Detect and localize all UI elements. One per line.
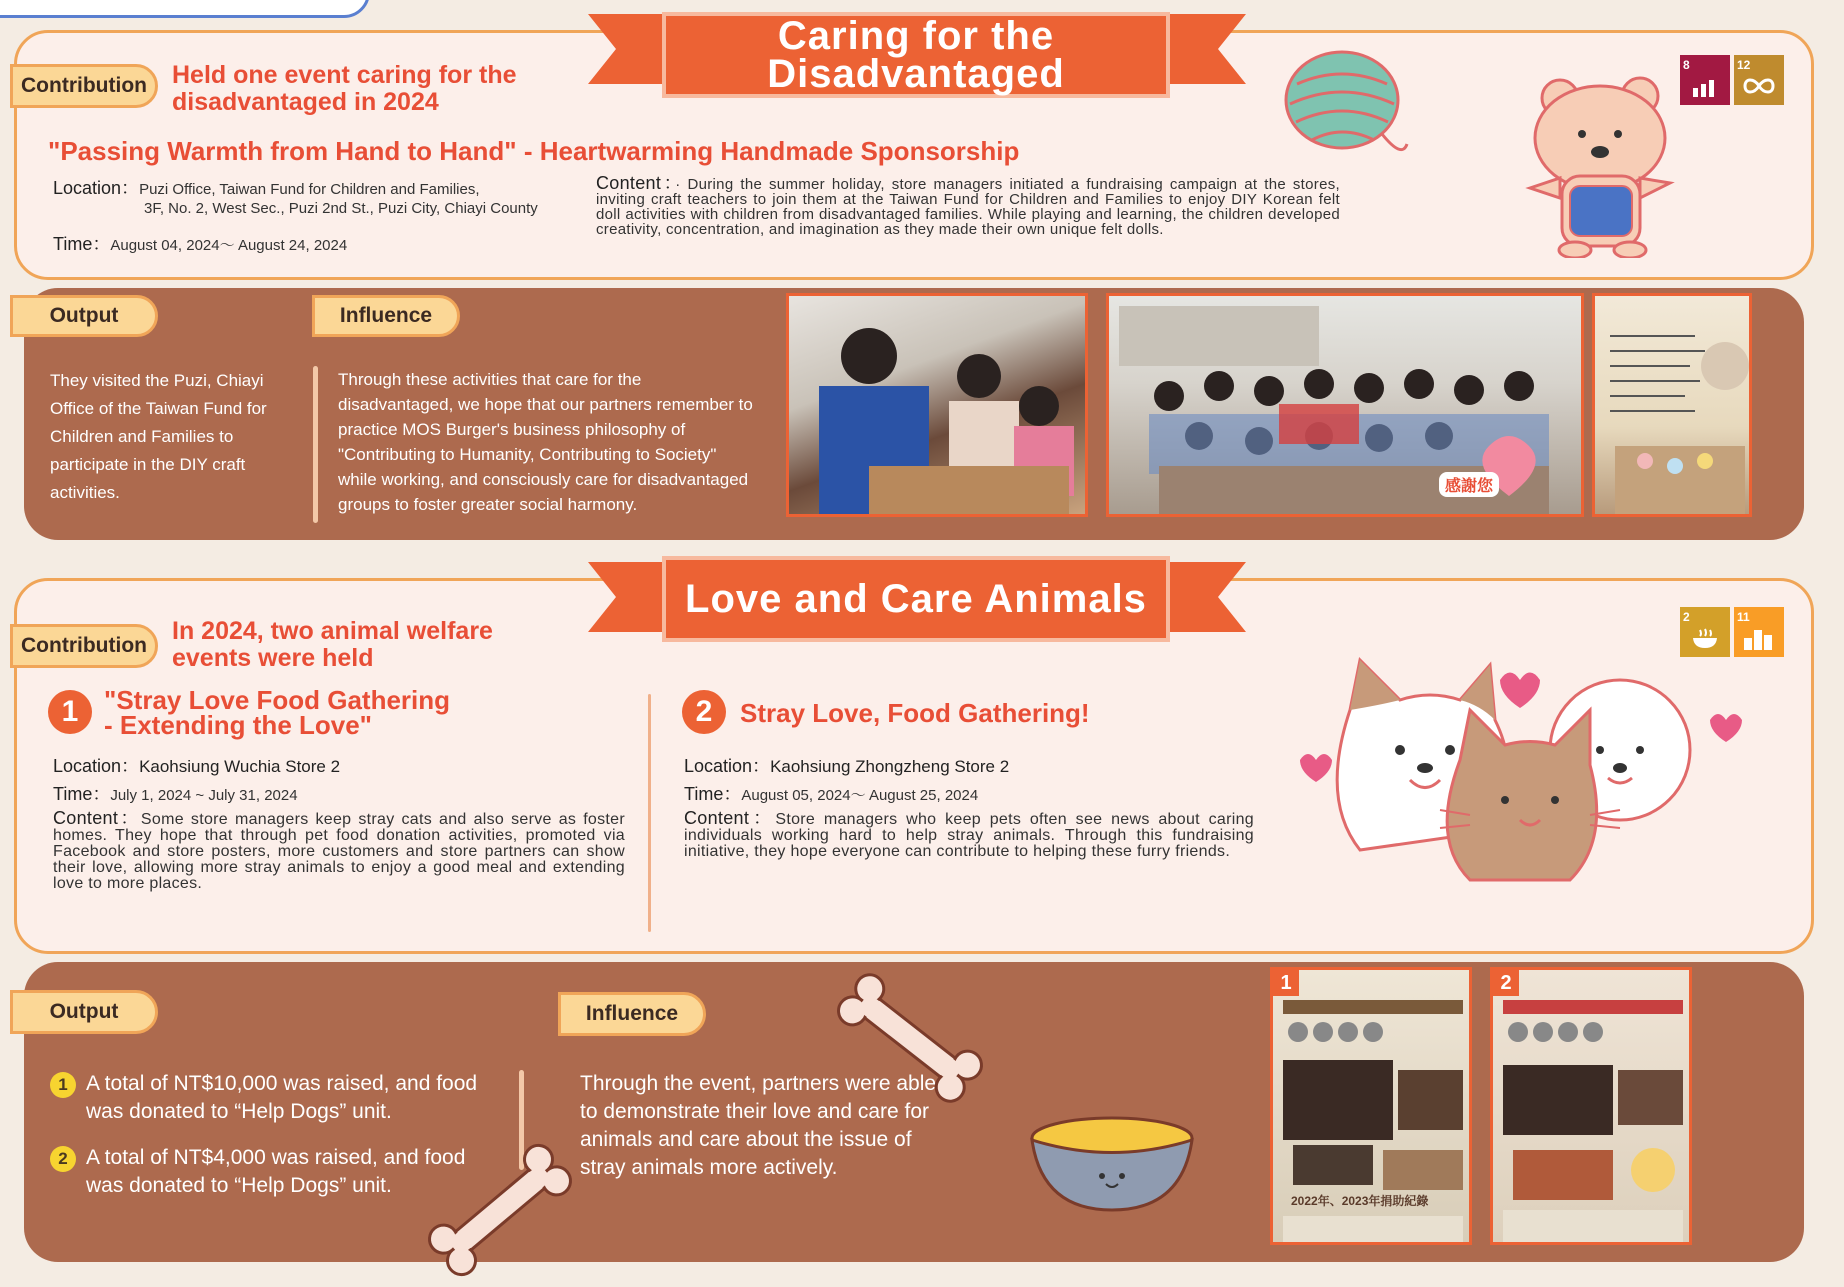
yarn-ball-icon <box>1282 44 1412 164</box>
event-title: "Passing Warmth from Hand to Hand" - Heartwarming Handmade Sponsorship <box>48 136 1020 166</box>
event-2-title: Stray Love, Food Gathering! <box>740 698 1090 728</box>
pet-bowl-icon <box>1022 1110 1202 1220</box>
event-1-title: "Stray Love Food Gathering - Extending the Love" <box>104 685 451 740</box>
event-1-content: Content：Some store managers keep stray cats and also serve as foster homes. They hope that through pet food donation activities, promoted via Facebook and store posters, more customers and store partners can show their love, allowing more stray animals to enjoy a good meal and extending love to more places. <box>53 808 626 892</box>
influence-text: Through the event, partners were able to demonstrate their love and care for animals and care about the issue of stray animals more actively. <box>580 1072 937 1179</box>
output-influence-divider <box>313 366 318 523</box>
event-1-location: Location：Kaohsiung Wuchia Store 2 <box>53 756 341 776</box>
event-1-time: Time：July 1, 2024 ~ July 31, 2024 <box>53 784 298 804</box>
photo-thank-you-sign: 感謝您 <box>1439 472 1499 497</box>
activity-photo-1 <box>786 293 1088 517</box>
influence-pill: Influence <box>312 295 460 337</box>
event-2-content: Content：Store managers who keep pets often see news about caring individuals working hard to help stray animals. Through this fundraising initiative, they hope everyone can contribute to helping these furry friends. <box>684 808 1254 860</box>
event-2-location: Location：Kaohsiung Zhongzheng Store 2 <box>684 756 1010 776</box>
contribution-headline: Held one event caring for the disadvantaged in 2024 <box>172 61 517 116</box>
output-item-2: 2 A total of NT$4,000 was raised, and food was donated to “Help Dogs” unit. <box>50 1144 510 1200</box>
event-2-number: 2 <box>682 690 726 734</box>
section-banner-animals: Love and Care Animals <box>662 556 1170 642</box>
previous-section-tab <box>0 0 370 18</box>
activity-photo-2 <box>1106 293 1584 517</box>
activity-photo-3 <box>1592 293 1752 517</box>
teddy-bear-illustration <box>1520 68 1690 258</box>
banner-line-2: Disadvantaged <box>767 52 1065 96</box>
output-pill: Output <box>10 295 158 337</box>
sdg-11-icon: 11 <box>1734 607 1784 657</box>
influence-pill: Influence <box>558 992 706 1036</box>
pets-illustration <box>1290 650 1760 900</box>
bone-icon <box>420 1140 580 1280</box>
contribution-pill: Contribution <box>10 64 158 108</box>
sdg-8-icon: 8 <box>1680 55 1730 105</box>
event-content: Content：· During the summer holiday, store managers initiated a fundraising campaign at the stores, inviting craft teachers to join them at the Taiwan Fund for Children and Families to enjoy DIY Korean felt doll activities with children from disadvantaged families. While playing and learning, the children developed creativity, concentration, and imagination as they made their own unique felt dolls. <box>596 173 1340 238</box>
influence-text: Through these activities that care for the disadvantaged, we hope that our partners remember to practice MOS Burger's business philosophy of "Contributing to Humanity, Contributing to Society" while working, and consciously care for disadvantaged groups to foster greater social harmony. <box>338 370 753 514</box>
output-text: They visited the Puzi, Chiayi Office of the Taiwan Fund for Children and Families to participate in the DIY craft activities. <box>50 371 267 502</box>
sdg-12-icon: 12 <box>1734 55 1784 105</box>
section-banner-disadvantaged <box>662 12 1170 98</box>
output-item-1: 1 A total of NT$10,000 was raised, and food was donated to “Help Dogs” unit. <box>50 1070 510 1126</box>
banner-line-1: Caring for the <box>777 14 1055 58</box>
poster-2-badge: 2 <box>1493 970 1519 996</box>
event-2-time: Time：August 05, 2024～ August 25, 2024 <box>684 784 979 804</box>
poster-photo-2 <box>1490 967 1692 1245</box>
sdg-2-icon: 2 <box>1680 607 1730 657</box>
contribution-pill: Contribution <box>10 624 158 668</box>
event-time: Time：August 04, 2024～ August 24, 2024 <box>53 234 348 254</box>
events-divider <box>648 694 651 932</box>
event-1-number: 1 <box>48 690 92 734</box>
event-location: Location：Puzi Office, Taiwan Fund for Children and Families, 3F, No. 2, West Sec., Puzi 2nd St., Puzi City, Chiayi County <box>53 178 538 217</box>
poster-1-badge: 1 <box>1273 970 1299 996</box>
bone-icon <box>830 968 990 1108</box>
output-item-number: 1 <box>50 1072 76 1098</box>
poster-photo-1 <box>1270 967 1472 1245</box>
contribution-headline: In 2024, two animal welfare events were held <box>172 617 493 672</box>
output-pill: Output <box>10 990 158 1034</box>
poster-1-footer: 2022年、2023年捐助紀錄 <box>1291 1194 1429 1208</box>
output-item-number: 2 <box>50 1146 76 1172</box>
